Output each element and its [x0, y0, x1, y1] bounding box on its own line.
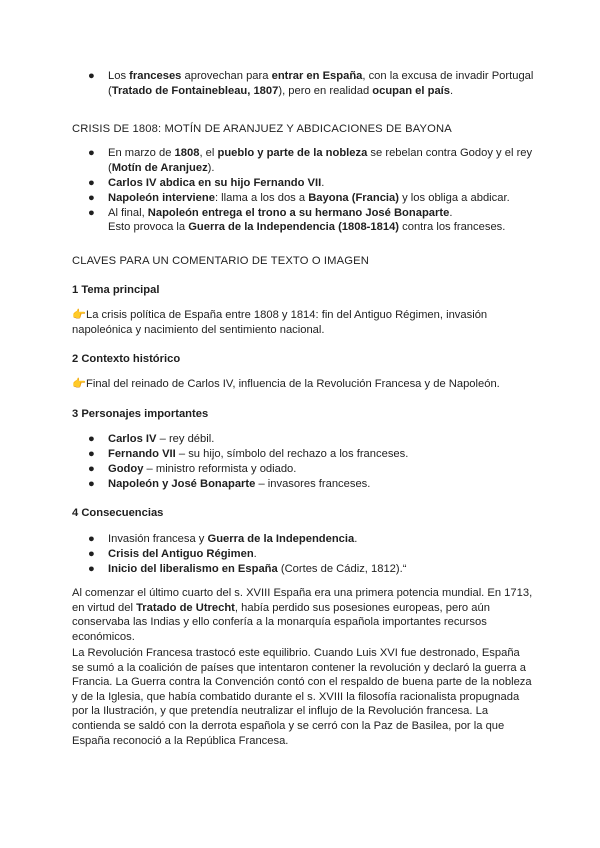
text-run: En marzo de	[108, 147, 175, 159]
bullet-icon: ●	[88, 206, 95, 219]
personajes-list	[72, 432, 534, 492]
bold-text: Fernando VII	[108, 448, 176, 461]
text-run: .	[321, 176, 325, 189]
text-run: , con la excusa de invadir Portugal (	[108, 70, 534, 97]
list-item	[72, 69, 534, 98]
text-run: Al comenzar el último cuarto del s. XVIII España era una primera potencia mundial. En 1713, en virtud del	[72, 587, 533, 614]
bold-text: Napoleón y José Bonaparte	[108, 478, 256, 491]
bold-text: Tratado de Fontainebleau, 1807	[111, 84, 279, 97]
bold-text: Godoy	[108, 463, 144, 476]
bold-text: Napoleón entrega el trono a su hermano José Bonaparte	[147, 206, 450, 219]
list-item	[72, 462, 534, 477]
bold-text: ocupan el país	[372, 84, 450, 97]
text-run: .	[354, 533, 358, 545]
bold-text: Crisis del Antiguo Régimen	[108, 548, 254, 561]
bold-text: Guerra de la Independencia (1808-1814)	[188, 221, 400, 234]
list-item	[72, 447, 534, 462]
text-run: Esto provoca la	[108, 221, 189, 234]
list-item	[72, 477, 534, 492]
consecuencias-title: 4 Consecuencias	[72, 507, 164, 519]
bold-text: Napoleón interviene	[108, 191, 215, 204]
bold-text: Carlos IV	[108, 433, 157, 445]
text-run: .	[449, 206, 453, 219]
text-run: Al final,	[108, 206, 148, 219]
text-run: – su hijo, símbolo del rechazo a los franceses.	[175, 448, 409, 461]
crisis-heading: CRISIS DE 1808: MOTÍN DE ARANJUEZ Y ABDICACIONES DE BAYONA	[72, 123, 452, 135]
text-run: ).	[207, 161, 215, 174]
bold-text: franceses	[129, 70, 182, 82]
list-item	[72, 176, 534, 191]
tema-title: 1 Tema principal	[72, 284, 160, 296]
intro-list	[72, 69, 534, 99]
bold-text: Bayona (Francia)	[308, 191, 399, 204]
paragraph-utrecht	[72, 586, 534, 644]
bullet-icon: ●	[88, 478, 95, 491]
text-run: La Revolución Francesa trastocó este equilibrio. Cuando Luis XVI fue destronado, España se sumó a la coalición de países que intentaron contener la revolución y declaró la guerra a Francia. La Guerra contra la Convención contó con el respaldo de buena parte de la nobleza y de la Iglesia, que había combatido durante el s. XVIII la filosofía racionalista propugnada por la Ilustración, y que pretendía neutralizar el influjo de la Revolución francesa. La contienda se saldó con la derrota española y se cerró con la Paz de Basilea, por la que España reconoció a la República Francesa.	[72, 647, 532, 747]
list-item	[72, 562, 534, 577]
list-item	[72, 191, 534, 206]
contexto-title: 2 Contexto histórico	[72, 353, 181, 365]
pointing-hand-icon: 👉	[72, 309, 86, 321]
text-run: – ministro reformista y odiado.	[143, 463, 297, 476]
personajes-title: 3 Personajes importantes	[72, 408, 209, 420]
list-item	[72, 547, 534, 562]
bold-text: Tratado de Utrecht	[136, 601, 235, 614]
text-run: .	[450, 84, 454, 97]
list-item	[72, 206, 534, 235]
text-run: , el	[199, 147, 218, 159]
bullet-icon: ●	[88, 448, 95, 461]
bold-text: pueblo y parte de la nobleza	[217, 147, 368, 159]
bullet-icon: ●	[88, 191, 95, 204]
bold-text: Guerra de la Independencia	[207, 533, 355, 545]
bullet-icon: ●	[88, 533, 95, 545]
text-run: – rey débil.	[156, 433, 215, 445]
bullet-icon: ●	[88, 433, 95, 445]
bullet-icon: ●	[88, 548, 95, 561]
tema-text-body: La crisis política de España entre 1808 y 1814: fin del Antiguo Régimen, invasión napoleónica y nacimiento del sentimiento nacional.	[72, 309, 488, 336]
list-item	[72, 532, 534, 547]
paragraph-revolucion	[72, 646, 534, 748]
claves-heading: CLAVES PARA UN COMENTARIO DE TEXTO O IMAGEN	[72, 255, 369, 267]
pointing-hand-icon: 👉	[72, 378, 86, 390]
bold-text: entrar en España	[271, 70, 363, 82]
text-run: – invasores franceses.	[255, 478, 371, 491]
list-item	[72, 146, 534, 175]
bold-text: 1808	[174, 147, 200, 159]
bullet-icon: ●	[88, 563, 95, 576]
crisis-list	[72, 146, 534, 236]
tema-text	[72, 308, 534, 337]
bold-text: Inicio del liberalismo en España	[108, 563, 278, 576]
list-item	[72, 432, 534, 447]
bullet-icon: ●	[88, 147, 95, 159]
text-run: : llama a los dos a	[214, 191, 309, 204]
text-run: y los obliga a abdicar.	[399, 191, 510, 204]
text-run: .	[253, 548, 257, 561]
contexto-text-body: Final del reinado de Carlos IV, influencia de la Revolución Francesa y de Napoleón.	[86, 378, 500, 390]
bold-text: Carlos IV abdica en su hijo Fernando VII	[108, 176, 322, 189]
text-run: aprovechan para	[181, 70, 272, 82]
consecuencias-list	[72, 532, 534, 577]
bullet-icon: ●	[88, 176, 95, 189]
text-run: Invasión francesa y	[108, 533, 208, 545]
contexto-text	[72, 377, 534, 392]
bullet-icon: ●	[88, 463, 95, 476]
bullet-icon: ●	[88, 70, 95, 82]
text-run: se rebelan contra Godoy y el rey (	[108, 147, 533, 174]
bold-text: Motín de Aranjuez	[111, 161, 208, 174]
text-run: Los	[108, 70, 130, 82]
text-run: , había perdido sus posesiones europeas, pero aún conservaba las Indias y ello confería a la monarquía española importantes recursos económicos.	[72, 601, 490, 643]
text-run: (Cortes de Cádiz, 1812).“	[277, 563, 407, 576]
text-run: ), pero en realidad	[278, 84, 373, 97]
text-run: contra los franceses.	[399, 221, 506, 234]
